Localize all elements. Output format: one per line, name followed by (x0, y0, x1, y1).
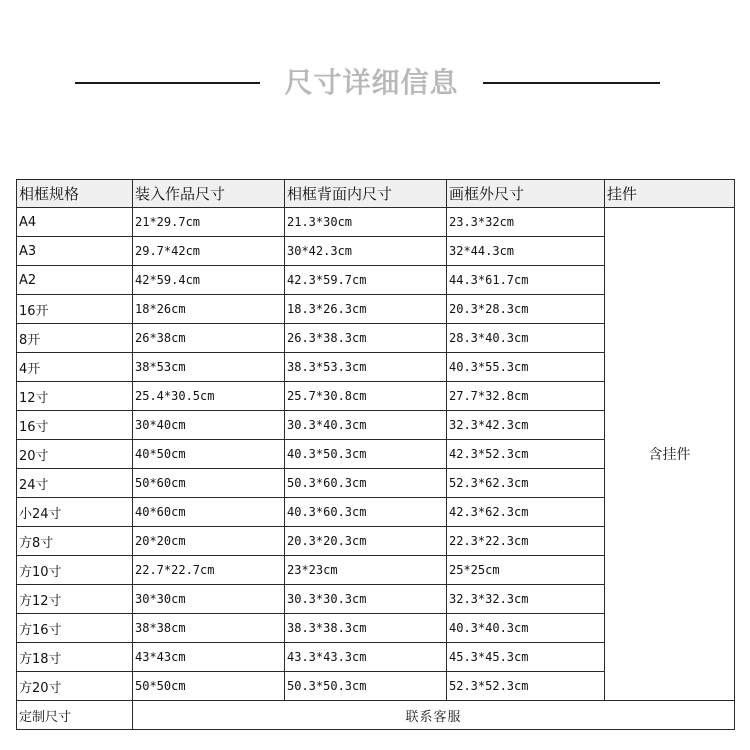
cell-spec: 8开 (17, 324, 133, 353)
cell-back-inner-size: 30.3*40.3cm (285, 411, 447, 440)
cell-artwork-size: 40*60cm (133, 498, 285, 527)
table-row (17, 208, 735, 237)
cell-outer-size: 52.3*62.3cm (447, 469, 605, 498)
cell-outer-size: 44.3*61.7cm (447, 266, 605, 295)
cell-spec: 方20寸 (17, 672, 133, 701)
cell-custom-label: 定制尺寸 (17, 701, 133, 730)
cell-outer-size: 28.3*40.3cm (447, 324, 605, 353)
title-divider-left (75, 82, 260, 84)
cell-artwork-size: 29.7*42cm (133, 237, 285, 266)
table-header-row (17, 180, 735, 208)
cell-artwork-size: 22.7*22.7cm (133, 556, 285, 585)
cell-artwork-size: 50*60cm (133, 469, 285, 498)
cell-outer-size: 32.3*32.3cm (447, 585, 605, 614)
cell-back-inner-size: 43.3*43.3cm (285, 643, 447, 672)
cell-outer-size: 52.3*52.3cm (447, 672, 605, 701)
cell-spec: A2 (17, 266, 133, 295)
cell-artwork-size: 20*20cm (133, 527, 285, 556)
cell-outer-size: 40.3*55.3cm (447, 353, 605, 382)
cell-hanger: 含挂件 (605, 208, 735, 701)
cell-artwork-size: 30*30cm (133, 585, 285, 614)
cell-outer-size: 42.3*62.3cm (447, 498, 605, 527)
cell-back-inner-size: 50.3*50.3cm (285, 672, 447, 701)
cell-back-inner-size: 26.3*38.3cm (285, 324, 447, 353)
cell-artwork-size: 30*40cm (133, 411, 285, 440)
size-table (16, 179, 735, 730)
cell-artwork-size: 42*59.4cm (133, 266, 285, 295)
column-header-spec: 相框规格 (17, 180, 133, 208)
cell-spec: 20寸 (17, 440, 133, 469)
table-body (17, 208, 735, 730)
cell-artwork-size: 38*53cm (133, 353, 285, 382)
custom-size-row (17, 701, 735, 730)
cell-outer-size: 45.3*45.3cm (447, 643, 605, 672)
cell-spec: 16寸 (17, 411, 133, 440)
cell-outer-size: 32*44.3cm (447, 237, 605, 266)
cell-back-inner-size: 50.3*60.3cm (285, 469, 447, 498)
cell-outer-size: 22.3*22.3cm (447, 527, 605, 556)
cell-back-inner-size: 40.3*50.3cm (285, 440, 447, 469)
column-header-artwork-size: 装入作品尺寸 (133, 180, 285, 208)
cell-back-inner-size: 23*23cm (285, 556, 447, 585)
column-header-outer-size: 画框外尺寸 (447, 180, 605, 208)
cell-spec: 12寸 (17, 382, 133, 411)
cell-back-inner-size: 38.3*53.3cm (285, 353, 447, 382)
cell-outer-size: 23.3*32cm (447, 208, 605, 237)
cell-artwork-size: 43*43cm (133, 643, 285, 672)
cell-artwork-size: 38*38cm (133, 614, 285, 643)
cell-outer-size: 32.3*42.3cm (447, 411, 605, 440)
cell-back-inner-size: 18.3*26.3cm (285, 295, 447, 324)
cell-outer-size: 25*25cm (447, 556, 605, 585)
cell-outer-size: 27.7*32.8cm (447, 382, 605, 411)
cell-outer-size: 40.3*40.3cm (447, 614, 605, 643)
cell-spec: 方18寸 (17, 643, 133, 672)
title-divider-right (483, 82, 660, 84)
cell-artwork-size: 25.4*30.5cm (133, 382, 285, 411)
cell-spec: 24寸 (17, 469, 133, 498)
column-header-hanger: 挂件 (605, 180, 735, 208)
cell-spec: 方12寸 (17, 585, 133, 614)
cell-spec: A3 (17, 237, 133, 266)
cell-spec: 4开 (17, 353, 133, 382)
cell-spec: 方10寸 (17, 556, 133, 585)
cell-outer-size: 20.3*28.3cm (447, 295, 605, 324)
cell-spec: 16开 (17, 295, 133, 324)
column-header-back-inner-size: 相框背面内尺寸 (285, 180, 447, 208)
cell-spec: A4 (17, 208, 133, 237)
cell-artwork-size: 18*26cm (133, 295, 285, 324)
cell-back-inner-size: 40.3*60.3cm (285, 498, 447, 527)
cell-artwork-size: 21*29.7cm (133, 208, 285, 237)
section-header (0, 60, 750, 106)
cell-back-inner-size: 38.3*38.3cm (285, 614, 447, 643)
cell-contact-service: 联系客服 (133, 701, 735, 730)
cell-back-inner-size: 21.3*30cm (285, 208, 447, 237)
cell-back-inner-size: 20.3*20.3cm (285, 527, 447, 556)
cell-back-inner-size: 42.3*59.7cm (285, 266, 447, 295)
page-title: 尺寸详细信息 (284, 66, 459, 99)
cell-artwork-size: 26*38cm (133, 324, 285, 353)
cell-back-inner-size: 30.3*30.3cm (285, 585, 447, 614)
cell-back-inner-size: 30*42.3cm (285, 237, 447, 266)
cell-artwork-size: 40*50cm (133, 440, 285, 469)
cell-spec: 方16寸 (17, 614, 133, 643)
cell-outer-size: 42.3*52.3cm (447, 440, 605, 469)
cell-artwork-size: 50*50cm (133, 672, 285, 701)
cell-back-inner-size: 25.7*30.8cm (285, 382, 447, 411)
cell-spec: 小24寸 (17, 498, 133, 527)
cell-spec: 方8寸 (17, 527, 133, 556)
